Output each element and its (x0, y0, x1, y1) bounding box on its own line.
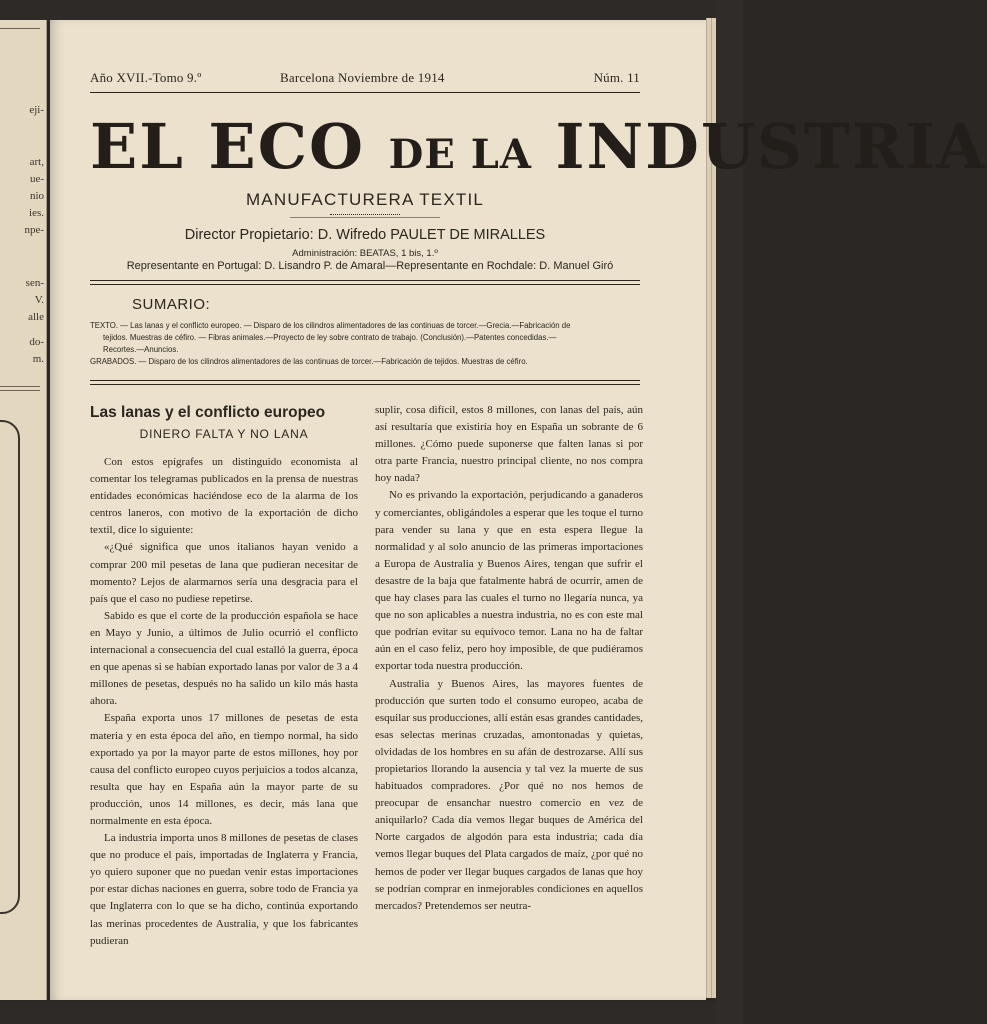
article-paragraph: suplir, cosa difícil, estos 8 millones, con lanas del país, aún así resultaría que existiría hoy en España un sobrante de 6 millones. ¿Cómo puede suponerse que falten lanas si por otra parte Francia, nuestro principal cliente, no nos compra hoy nada? (375, 404, 643, 485)
sumario-texto: TEXTO. — Las lanas y el conflicto europeo. — Disparo de los cilindros alimentadores de las continuas de torcer.—Grecia.—Fabricación de (90, 321, 571, 330)
prev-fragment: eji- (29, 104, 44, 116)
prev-rule (0, 28, 40, 29)
article-paragraph: La industria importa unos 8 millones de pesetas de clases que no produce el país, importadas de Inglaterra y Francia, yo quiero suponer que no puedan venir estas importaciones por estar dichas naciones en guerra, sobre todo de Francia ya que Inglaterra con lo que se ha dicho, continúa exportando las merinas procedentes de Australia, y que los fabricantes pudieran (90, 832, 358, 947)
article-paragraph: Australia y Buenos Aires, las mayores fuentes de producción que surten todo el consumo europeo, acaba de esquilar sus producciones, allí están esas grandes cantidades, esas selectas merinas cruzadas, amontonadas y quietas, olvidadas de los hombres en su afán de destrozarse. Allí sus propietarios llorando la ausencia y tal vez la muerte de sus habituados compradores. ¿Por qué no nos hemos de preocupar de ensanchar nuestro comercio en vez de aniquilarlo? Cada día vemos llegar buques de América del Norte cargados de algodón para esta industria; cada día vemos llegar buques del Plata cargados de maíz, ¿por qué no hemos de poder ver llegar buques cargados de lanas que hoy se podrían comprar en inmejorables condiciones en aquellos mercados? Pretendemos ser neutra- (375, 677, 643, 912)
prev-fragment: ies. (29, 207, 44, 219)
prev-fragment: ue- (29, 173, 44, 185)
masthead-part: INDUSTRIA (555, 110, 987, 183)
prev-fragment: nio (29, 190, 44, 202)
binding-bottom (0, 1002, 743, 1024)
administration-line: Administración: BEATAS, 1 bis, 1.º (292, 248, 438, 259)
prev-fragment: sen- (25, 277, 44, 289)
prev-fragment: do- (29, 336, 44, 348)
subtitle-rule (290, 217, 440, 218)
prev-rule (0, 390, 40, 391)
article-subtitle: DINERO FALTA Y NO LANA (139, 427, 309, 441)
article-paragraph: Con estos epígrafes un distinguido economista al comentar los telegramas publicados en la prensa de nuestras entidades económicas haciéndose eco de la alarma de los centros laneros, con motivo de la exportación de dicho textil, dice lo siguiente: (90, 456, 358, 537)
article-paragraph: No es privando la exportación, perjudicando a ganaderos y comerciantes, obligándoles a esperar que les toque el turno para vender su lana y que en esta espera llegue la normalidad y al solo anuncio de las primeras importaciones a Europa de Australia y Buenos Aires, tengan que sufrir el desastre de la baja que fatalmente habrá de ocurrir, amen de que hay clases para las cuales el turno no llegaría nunca, ya que no son aplicables a nuestra industria, no es con este mal que podrían evitar su equívoco temor. Lana no ha de faltar aún en el caso feliz, pero hoy imposible, de que pudiéramos exportar toda nuestra producción. (375, 489, 643, 673)
year-tome: Año XVII.-Tomo 9.º (90, 70, 202, 85)
prev-advert-frame (0, 420, 20, 914)
prev-fragment: art, (29, 156, 44, 168)
sumario-texto: Recortes.—Anuncios. (103, 345, 179, 354)
previous-page (0, 20, 47, 1000)
masthead-title (90, 106, 987, 188)
prev-rule (0, 386, 40, 387)
subtitle-dots (330, 214, 400, 215)
header-rule (90, 92, 640, 93)
issue-number: Núm. 11 (593, 70, 640, 85)
article-column-2 (375, 402, 643, 915)
article-paragraph: Sabido es que el corte de la producción española se hace en Mayo y Junio, a últimos de Julio ocurrió el conflicto internacional a consecuencia del cual estalló la guerra, época en que apenas si se habían exportado lanas por valor de 3 a 4 millones de pesetas, después no ha salido un kilo más hasta ahora. (90, 609, 358, 708)
masthead-part: EL ECO (90, 110, 366, 183)
article-title: Las lanas y el conflicto europeo (90, 404, 326, 421)
double-rule (90, 380, 640, 385)
prev-fragment: alle (28, 311, 44, 323)
prev-fragment: V. (34, 294, 44, 306)
masthead-part: DE LA (388, 131, 532, 178)
double-rule (90, 280, 640, 285)
prev-fragment: npe- (24, 224, 44, 236)
sumario-title: SUMARIO: (132, 296, 211, 313)
article-column-1 (90, 402, 358, 950)
sumario-texto: tejidos. Muestras de céfiro. — Fibras animales.—Proyecto de ley sobre contrato de trabajo. (Conclusión).—Patentes concedidas.— (103, 333, 557, 342)
issue-header (90, 70, 640, 88)
sumario-contents (90, 320, 642, 368)
article-paragraph: «¿Qué significa que unos italianos hayan venido a comprar 200 mil pesetas de lana que pudieran necesitar de momento? Lejos de alarmarnos sería una desgracia para el país que el caso no pudiese repetirse. (90, 541, 358, 605)
representatives-line: Representante en Portugal: D. Lisandro P. de Amaral—Representante en Rochdale: D. Manuel Giró (126, 260, 614, 272)
binding-top (0, 0, 743, 22)
place-date: Barcelona Noviembre de 1914 (280, 70, 445, 85)
article-paragraph: España exporta unos 17 millones de pesetas de esta materia y en esta época del año, en tiempo normal, ha sido exportado ya por la mayor parte de estos millones, hoy por causa del conflicto europeo cuyos perjuicios a todos alcanza, resulta que hay en España aún la mayor parte de su producción, unos 14 millones, es decir, más lana que normalmente en esta época. (90, 712, 358, 827)
sumario-grabados: GRABADOS. — Disparo de los cilindros alimentadores de las continuas de torcer.—Fabricación de tejidos. Muestras de céfiro. (90, 357, 528, 366)
prev-fragment: m. (32, 353, 44, 365)
director-line: Director Propietario: D. Wifredo PAULET DE MIRALLES (184, 227, 546, 243)
masthead-subtitle: MANUFACTURERA TEXTIL (245, 190, 485, 209)
newspaper-page (50, 20, 987, 1000)
